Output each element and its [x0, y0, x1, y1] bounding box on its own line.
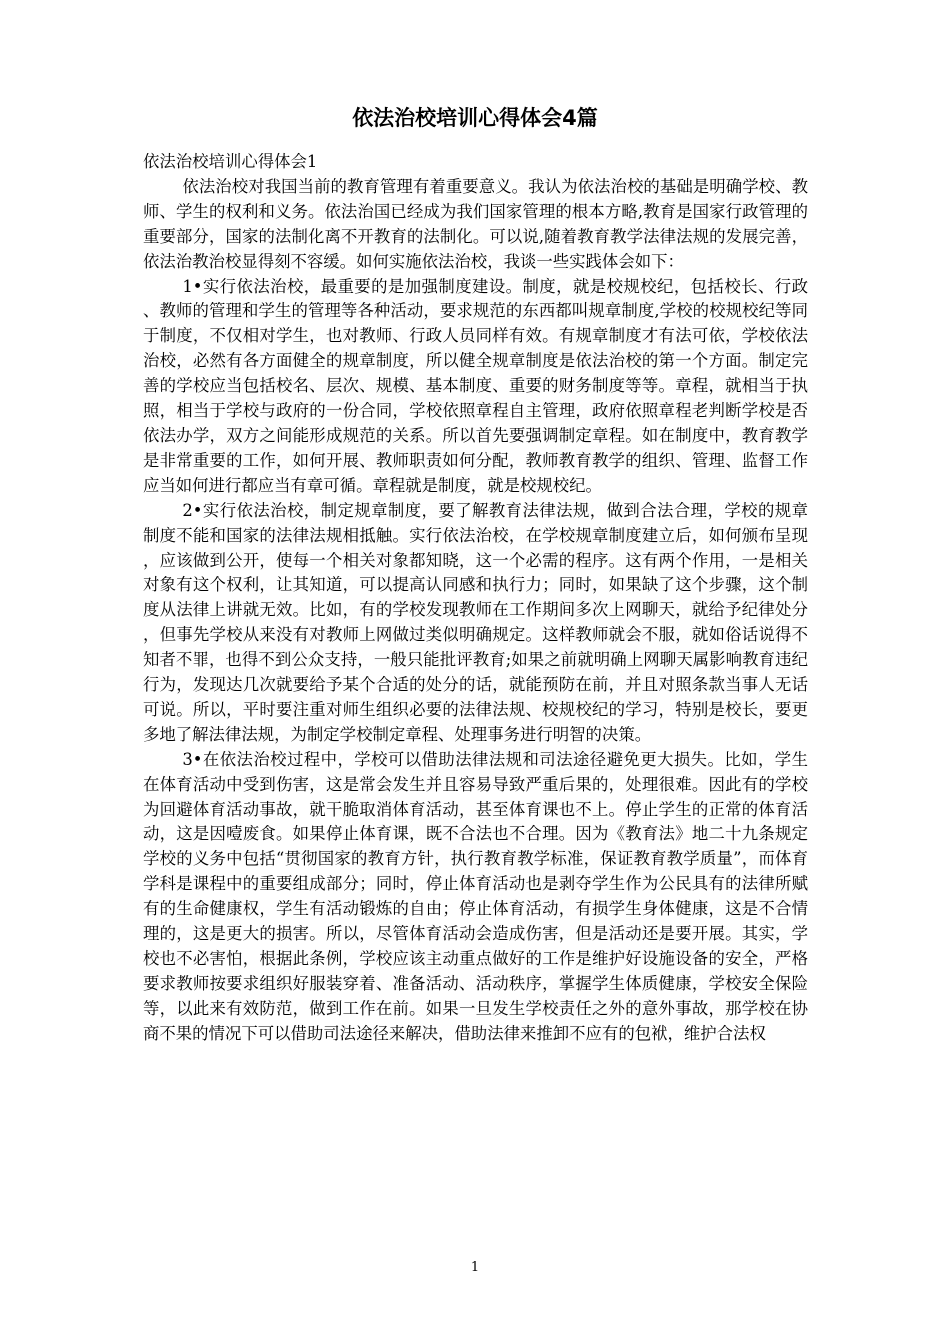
document-body: [143, 150, 808, 1047]
page-number: 1: [470, 1260, 480, 1275]
paragraph-point-1: 1•实行依法治校，最重要的是加强制度建设。制度，就是校规校纪，包括校长、行政、教师的管理和学生的管理等各种活动，要求规范的东西都叫规章制度,学校的校规校纪等同于制度，不仅相对学生，也对教师、行政人员同样有效。有规章制度才有法可依，学校依法治校，必然有各方面健全的规章制度，所以健全规章制度是依法治校的第一个方面。制定完善的学校应当包括校名、层次、规模、基本制度、重要的财务制度等等。章程，就相当于执照，相当于学校与政府的一份合同，学校依照章程自主管理，政府依照章程老判断学校是否依法办学，双方之间能形成规范的关系。所以首先要强调制定章程。如在制度中，教育教学是非常重要的工作，如何开展、教师职责如何分配，教师教育教学的组织、管理、监督工作应当如何进行都应当有章可循。章程就是制度，就是校规校纪。: [143, 276, 808, 495]
paragraph-point-3: 3•在依法治校过程中，学校可以借助法律法规和司法途径避免更大损失。比如，学生在体育活动中受到伤害，这是常会发生并且容易导致严重后果的，处理很难。因此有的学校为回避体育活动事故，就干脆取消体育活动，甚至体育课也不上。停止学生的正常的体育活动，这是因噎废食。如果停止体育课，既不合法也不合理。因为《教育法》地二十九条规定学校的义务中包括“贯彻国家的教育方针，执行教育教学标准，保证教育教学质量”，而体育学科是课程中的重要组成部分；同时，停止体育活动也是剥夺学生作为公民具有的法律所赋有的生命健康权，学生有活动锻炼的自由；停止体育活动，有损学生身体健康，这是不合情理的，这是更大的损害。所以，尽管体育活动会造成伤害，但是活动还是要开展。其实，学校也不必害怕，根据此条例，学校应该主动重点做好的工作是维护好设施设备的安全，严格要求教师按要求组织好服装穿着、准备活动、活动秩序，掌握学生体质健康，学校安全保险等，以此来有效防范，做到工作在前。如果一旦发生学校责任之外的意外事故，那学校在协商不果的情况下可以借助司法途径来解决，借助法律来推卸不应有的包袱，维护合法权: [143, 749, 808, 1043]
document-title: 依法治校培训心得体会4篇: [352, 106, 598, 130]
paragraph-point-2: 2•实行依法治校，制定规章制度，要了解教育法律法规，做到合法合理，学校的规章制度不能和国家的法律法规相抵触。实行依法治校，在学校规章制度建立后，如何颁布呈现，应该做到公开，使每一个相关对象都知晓，这一个必需的程序。这有两个作用，一是相关对象有这个权利，让其知道，可以提高认同感和执行力；同时，如果缺了这个步骤，这个制度从法律上讲就无效。比如，有的学校发现教师在工作期间多次上网聊天，就给予纪律处分，但事先学校从来没有对教师上网做过类似明确规定。这样教师就会不服，就如俗话说得不知者不罪，也得不到公众支持，一般只能批评教育;如果之前就明确上网聊天属影响教育违纪行为，发现达几次就要给予某个合适的处分的话，就能预防在前，并且对照条款当事人无话可说。所以，平时要注重对师生组织必要的法律法规、校规校纪的学习，特别是校长，要更多地了解法律法规，为制定学校制定章程、处理事务进行明智的决策。: [143, 500, 808, 744]
paragraph-intro: 依法治校对我国当前的教育管理有着重要意义。我认为依法治校的基础是明确学校、教师、学生的权利和义务。依法治国已经成为我们国家管理的根本方略,教育是国家行政管理的重要部分，国家的法制化离不开教育的法制化。可以说,随着教育教学法律法规的发展完善，依法治教治校显得刻不容缓。如何实施依法治校，我谈一些实践体会如下：: [143, 176, 808, 271]
section-subtitle: 依法治校培训心得体会1: [143, 152, 318, 171]
